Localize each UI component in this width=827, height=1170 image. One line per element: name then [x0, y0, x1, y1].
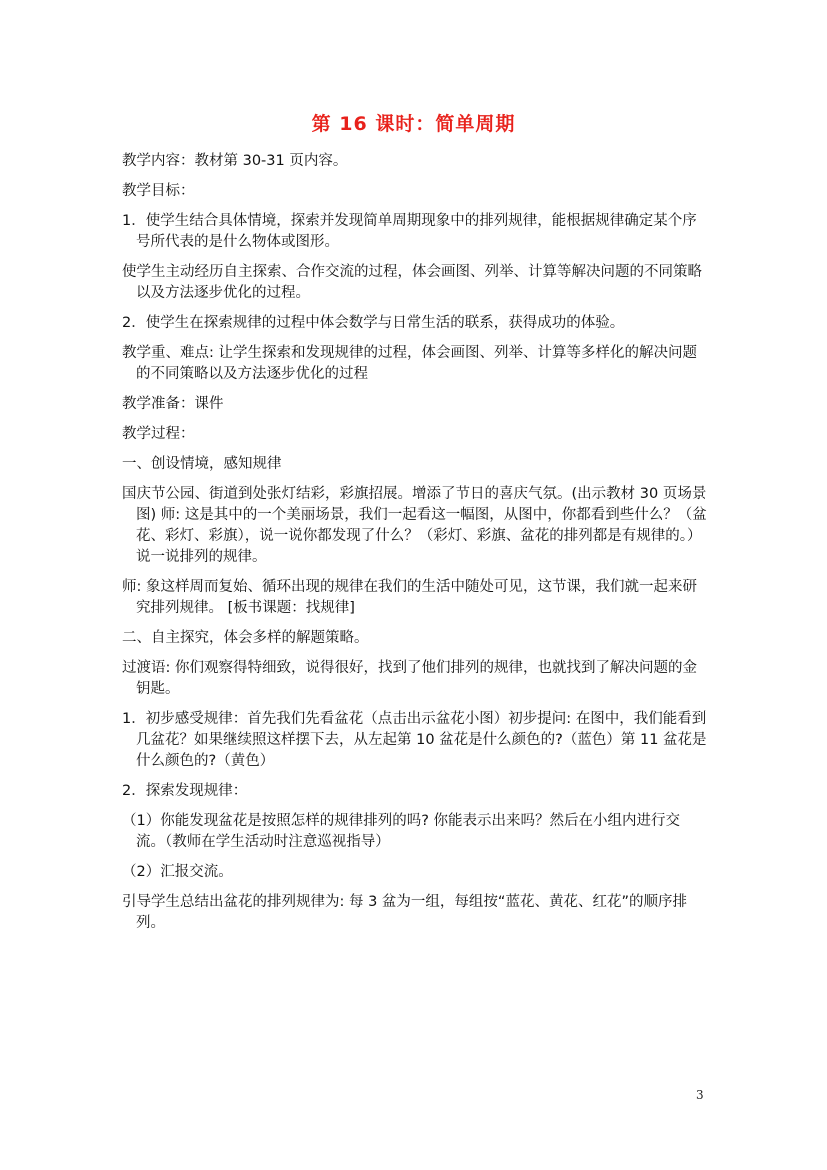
lesson-title: 第 16 课时：简单周期: [311, 113, 516, 135]
paragraph: 教学目标：: [122, 183, 195, 199]
lesson-body: [122, 151, 707, 943]
paragraph: （2）汇报交流。: [122, 864, 233, 880]
paragraph: 教学内容：教材第 30-31 页内容。: [122, 153, 348, 169]
paragraph: （1）你能发现盆花是按照怎样的规律排列的吗? 你能表示出来吗？然后在小组内进行交流。（教师在学生活动时注意巡视指导）: [122, 813, 681, 850]
paragraph: 1．使学生结合具体情境，探索并发现简单周期现象中的排列规律，能根据规律确定某个序号所代表的是什么物体或图形。: [122, 213, 697, 250]
paragraph: 师: 象这样周而复始、循环出现的规律在我们的生活中随处可见，这节课，我们就一起来研究排列规律。 [板书课题：找规律]: [122, 579, 697, 616]
paragraph: 使学生主动经历自主探索、合作交流的过程，体会画图、列举、计算等解决问题的不同策略以及方法逐步优化的过程。: [122, 264, 702, 301]
section-heading: 二、自主探究，体会多样的解题策略。: [122, 630, 369, 646]
page-number: 3: [696, 1088, 704, 1102]
paragraph: 过渡语: 你们观察得特细致，说得很好，找到了他们排列的规律，也就找到了解决问题的金钥匙。: [122, 660, 697, 697]
paragraph: 教学过程：: [122, 426, 195, 442]
section-heading: 一、创设情境，感知规律: [122, 456, 282, 472]
paragraph: 教学准备：课件: [122, 396, 224, 412]
paragraph: 国庆节公园、街道到处张灯结彩，彩旗招展。增添了节日的喜庆气氛。(出示教材 30 页场景图) 师: 这是其中的一个美丽场景，我们一起看这一幅图，从图中，你都看到些什么？（盆花、彩灯、彩旗），说一说你都发现了什么？（彩灯、彩旗、盆花的排列都是有规律的。）说一说排列的规律。: [122, 486, 707, 565]
paragraph: 2．使学生在探索规律的过程中体会数学与日常生活的联系，获得成功的体验。: [122, 315, 625, 331]
paragraph: 引导学生总结出盆花的排列规律为: 每 3 盆为一组，每组按“蓝花、黄花、红花”的顺序排列。: [122, 894, 687, 931]
paragraph: 2．探索发现规律：: [122, 783, 248, 799]
paragraph: 1．初步感受规律：首先我们先看盆花（点击出示盆花小图）初步提问: 在图中，我们能看到几盆花？如果继续照这样摆下去，从左起第 10 盆花是什么颜色的?（蓝色）第 11 盆花是什么颜色的?（黄色）: [122, 711, 707, 769]
paragraph: 教学重、难点: 让学生探索和发现规律的过程，体会画图、列举、计算等多样化的解决问题的不同策略以及方法逐步优化的过程: [122, 345, 697, 382]
